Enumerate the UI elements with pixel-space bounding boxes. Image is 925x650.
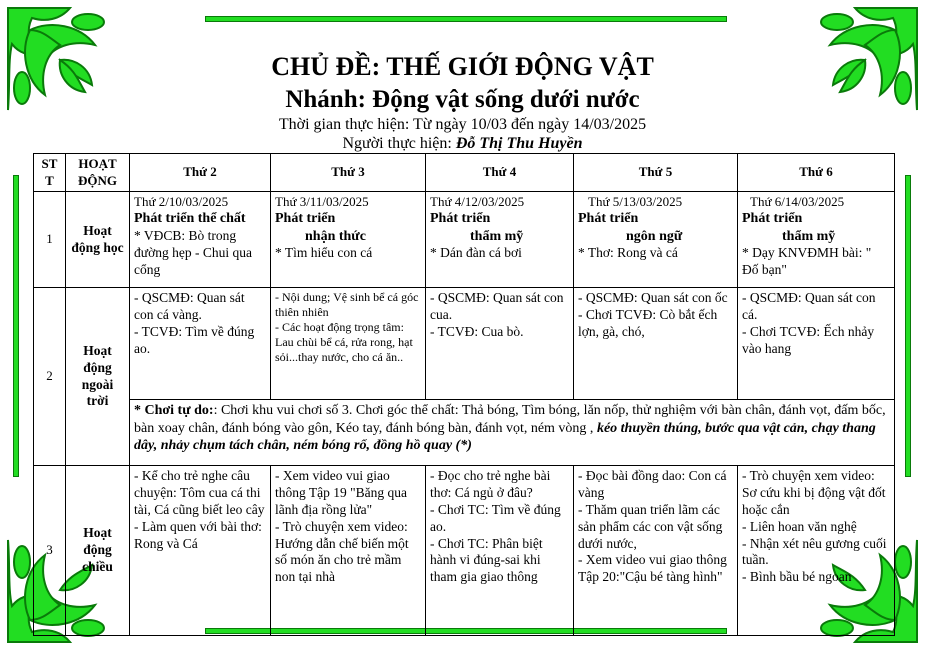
cell-line: - Bình bầu bé ngoan [742,569,852,585]
table-cell [426,192,574,288]
cell-line: - TCVĐ: Tìm về đúng ao. [134,323,255,356]
cell-category: Phát triển [742,211,803,227]
free-play-bold-text: kéo thuyền thúng, bước qua vật cản, chạy thang dây, nhảy chụm tách chân, ném bóng rổ, đồng hồ quay (*) [134,420,876,453]
free-play-cell [130,400,895,466]
table-cell [574,466,738,636]
cell-date: Thứ 4/12/03/2025 [430,194,525,209]
frame-top-bar [205,16,727,22]
cell-line: - Xem video vui giao thông Tập 20:"Cậu bé tàng hình" [578,552,727,585]
cell-line: - Làm quen với bài thơ: Rong và Cá [134,518,262,551]
table-cell [130,192,271,288]
cell-line: - Kể cho trẻ nghe câu chuyện: Tôm cua cá thi tài, Cá cũng biết leo cây [134,468,265,517]
cell-content: * Dạy KNVĐMH bài: " Đố bạn" [742,245,872,278]
cell-category: Phát triển [430,211,491,227]
header-day-2: Thứ 3 [271,154,426,192]
cell-date: Thứ 6/14/03/2025 [750,194,845,209]
cell-line: - QSCMĐ: Quan sát con cá vàng. [134,290,245,322]
presenter-name: Đỗ Thị Thu Huyền [455,135,583,152]
branch-title: Nhánh: Động vật sống dưới nước [285,86,640,113]
presenter-label: Người thực hiện: [342,135,456,152]
cell-line: lợn, gà, chó, [578,323,645,339]
cell-line: - TCVĐ: Cua bò. [430,323,524,339]
table-cell [271,466,426,636]
cell-line: - Chơi TC: Tìm về đúng ao. [430,501,561,534]
cell-content: * VĐCB: Bò trong đường hẹp - Chui qua cổng [134,227,252,277]
cell-content: * Thơ: Rong và cá [578,245,678,261]
table-cell [271,288,426,400]
row-number: 3 [34,466,66,636]
frame-right-bar [905,175,911,477]
cell-date: Thứ 5/13/03/2025 [588,194,683,209]
header-stt: ST T [34,154,66,192]
cell-line: - Thăm quan triển lãm các sản phẩm các con vật sống dưới nước, [578,501,723,551]
row-label: Hoạt động ngoài trời [66,288,130,466]
cell-line: - Trò chuyện xem video: Hướng dẫn chế biến một số món ăn cho trẻ mầm non tại nhà [275,518,409,585]
free-play-text: : Chơi khu vui chơi số 3. Chơi góc thể chất: Thả bóng, Tìm bóng, lăn nốp, thử nghiệm với bàn chân, đánh vọt, đấm bốc, bàn xoay chân, đánh bóng vào gôn, Kéo tay, đánh bóng bàn, đánh vọt, ném vòng , [134,403,886,436]
cell-line: - Xem video vui giao thông Tập 19 "Băng qua lãnh địa rồng lửa" [275,468,407,517]
cell-line: - Chơi TC: Phân biệt hành vi đúng-sai khi tham gia giao thông [430,535,543,585]
cell-line: - Liên hoan văn nghệ [742,518,857,534]
cell-line: - Các hoạt động trọng tâm: Lau chùi bể cá, rửa rong, hạt sỏi...thay nước, cho cá ăn.. [275,320,413,364]
cell-line: - QSCMĐ: Quan sát con cá. [742,290,876,322]
frame-left-bar [13,175,19,477]
row-label: Hoạt động học [66,192,130,288]
header-day-4: Thứ 5 [574,154,738,192]
cell-category: Phát triển [578,211,639,227]
table-row-outdoor [34,288,895,400]
cell-category-2: ngôn ngữ [626,228,683,244]
cell-content: * Tìm hiểu con cá [275,245,373,261]
table-cell [738,466,895,636]
table-row-afternoon [34,466,895,636]
cell-date: Thứ 3/11/03/2025 [275,194,369,209]
document-title: CHỦ ĐỀ: THẾ GIỚI ĐỘNG VẬT [271,52,654,81]
header-day-3: Thứ 4 [426,154,574,192]
table-cell [574,288,738,400]
table-cell [426,288,574,400]
presenter [0,135,925,153]
cell-line: - Chơi TCVĐ: Cò bắt ếch [578,306,718,322]
cell-line: - Đọc bài đồng dao: Con cá vàng [578,468,727,500]
row-label: Hoạt động chiều [66,466,130,636]
row-number: 1 [34,192,66,288]
cell-category: Phát triển [275,211,336,227]
time-period: Thời gian thực hiện: Từ ngày 10/03 đến ngày 14/03/2025 [278,116,647,133]
weekly-plan-table [33,153,895,636]
cell-category: Phát triển thể chất [134,211,246,227]
row-number: 2 [34,288,66,466]
cell-line: - Chơi TCVĐ: Ếch nhảy vào hang [742,323,875,356]
cell-line: - QSCMĐ: Quan sát con ốc [578,290,728,305]
cell-content: * Dán đàn cá bơi [430,245,522,261]
table-cell [738,192,895,288]
free-play-label: * Chơi tự do: [134,403,214,418]
cell-line: - Đọc cho trẻ nghe bài thơ: Cá ngủ ở đâu? [430,468,551,500]
table-row-free-play [34,400,895,466]
table-cell [426,466,574,636]
cell-category-2: thẩm mỹ [782,228,836,244]
cell-line: - Trò chuyện xem video: Sơ cứu khi bị động vật đốt hoặc cắn [742,468,886,517]
header-day-1: Thứ 2 [130,154,271,192]
cell-date: Thứ 2/10/03/2025 [134,194,229,209]
cell-line: - Nhận xét nêu gương cuối tuần. [742,535,887,568]
cell-line: - Nội dung; Vệ sinh bể cá góc thiên nhiên [275,290,419,319]
table-cell [130,288,271,400]
header-activity: HOẠT ĐỘNG [66,154,130,192]
table-cell [271,192,426,288]
header-day-5: Thứ 6 [738,154,895,192]
table-cell [738,288,895,400]
cell-category-2: nhận thức [305,228,366,244]
cell-line: - QSCMĐ: Quan sát con cua. [430,290,564,322]
cell-category-2: thẩm mỹ [470,228,524,244]
table-header-row [34,154,895,192]
table-cell [130,466,271,636]
table-row-lesson [34,192,895,288]
table-cell [574,192,738,288]
